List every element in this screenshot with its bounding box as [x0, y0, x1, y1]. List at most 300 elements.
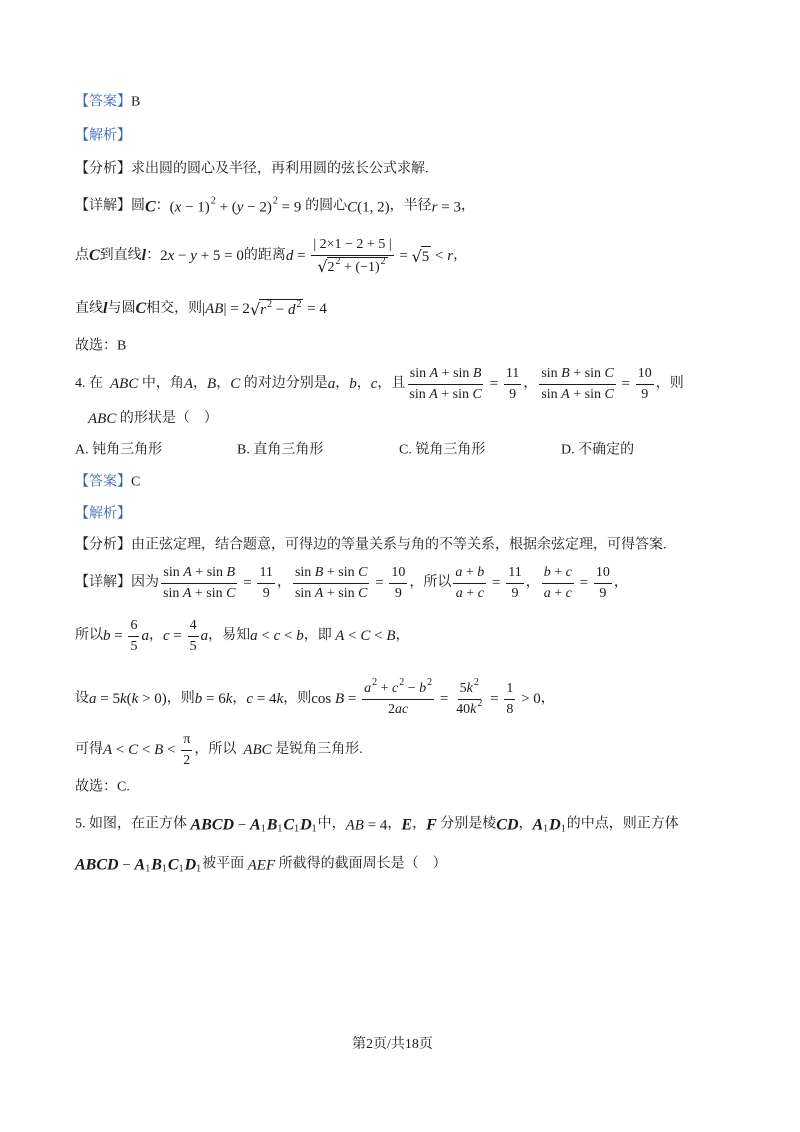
- math-text: = 4: [303, 301, 327, 317]
- math-text: sin: [541, 386, 562, 402]
- text-run: ，: [453, 247, 468, 263]
- math-text: 2: [388, 701, 396, 717]
- text-run: 被平面: [202, 856, 248, 872]
- question-4-stem-continued: [88, 410, 218, 428]
- math-text: = 4: [253, 691, 277, 707]
- math-variable: C: [358, 565, 368, 580]
- math-variable: a: [200, 628, 209, 644]
- math-variable: B: [154, 742, 164, 758]
- math-variable: C: [360, 628, 371, 644]
- math-variable: A: [561, 386, 570, 402]
- fraction: [453, 564, 486, 602]
- superscript: 2: [427, 677, 433, 688]
- fraction-numerator: [389, 564, 407, 584]
- math-text: 4: [189, 618, 197, 633]
- fraction-numerator: [293, 564, 369, 584]
- analysis-summary-q3: [75, 162, 429, 179]
- solution-conclusion-q4: [75, 731, 363, 769]
- math-text: =: [344, 691, 361, 707]
- math-text: sin: [409, 386, 430, 402]
- text-run: ，则: [655, 375, 684, 391]
- math-variable: B: [561, 366, 570, 381]
- math-variable: A: [335, 628, 345, 644]
- text-run: 所以: [75, 627, 103, 643]
- math-variable: b: [296, 628, 304, 644]
- math-text: 10: [637, 366, 652, 381]
- math-text: =: [436, 691, 453, 707]
- math-text: + sin: [323, 565, 359, 580]
- fraction: [504, 680, 515, 718]
- subscript: 1: [277, 823, 283, 835]
- math-variable: A: [314, 585, 324, 601]
- math-text: =: [293, 248, 310, 264]
- text-run: ，则: [283, 690, 312, 706]
- text-run: 是锐角三角形.: [271, 741, 363, 757]
- fraction: [128, 617, 139, 655]
- text-run: ，半径: [389, 198, 432, 214]
- math-variable: y: [190, 248, 197, 264]
- fraction-numerator: [594, 564, 612, 584]
- text-run: 到直线: [99, 247, 142, 263]
- math-text: =: [485, 376, 502, 392]
- text-run: ，所以: [194, 741, 244, 757]
- math-text: =: [371, 575, 388, 591]
- fraction-denominator: [393, 584, 404, 603]
- text-run: 故选：C.: [75, 779, 130, 795]
- answer-line-q3: [75, 95, 140, 112]
- bold-math-variable: D: [184, 856, 197, 874]
- math-text: +: [377, 681, 393, 696]
- math-variable: c: [565, 585, 572, 601]
- superscript: 2: [372, 677, 378, 688]
- fraction-numerator: [504, 365, 521, 385]
- text-run: 与圆: [107, 300, 136, 316]
- math-variable: k: [470, 701, 477, 717]
- math-variable: b: [477, 565, 485, 580]
- superscript: 2: [335, 255, 341, 267]
- math-variable: r: [447, 248, 454, 264]
- text-run: 直线: [75, 300, 103, 316]
- question-5-stem-continued: [75, 855, 447, 874]
- text-run: ，: [460, 198, 475, 214]
- math-text: | = 2: [223, 301, 250, 317]
- math-text: = 3: [437, 199, 461, 215]
- text-run: ，易知: [208, 627, 251, 643]
- math-variable: a: [141, 628, 149, 644]
- bold-math-variable: D: [549, 816, 561, 834]
- superscript: 2: [477, 697, 483, 709]
- text-run: 4. 在: [75, 375, 110, 391]
- math-variable: ABC: [110, 376, 139, 392]
- math-variable: c: [392, 681, 399, 696]
- superscript: 2: [380, 255, 386, 267]
- fraction: [257, 564, 274, 602]
- subscript: 1: [178, 863, 184, 875]
- math-variable: C: [128, 742, 139, 758]
- text-run: ，: [613, 574, 628, 590]
- math-text: −: [271, 302, 288, 318]
- math-text: −: [118, 857, 135, 873]
- square-root: [250, 299, 304, 319]
- text-run: 点: [75, 247, 89, 263]
- math-text: + sin: [191, 585, 227, 601]
- superscript: 2: [399, 677, 405, 688]
- math-text: 5: [130, 638, 138, 654]
- bold-math-variable: D: [300, 816, 312, 834]
- math-variable: c: [565, 565, 572, 580]
- math-text: sin: [541, 366, 562, 381]
- math-text: 9: [394, 585, 402, 601]
- math-text: 1: [506, 681, 514, 696]
- math-variable: a: [89, 691, 97, 707]
- math-variable: C: [472, 386, 482, 402]
- math-variable: B: [226, 565, 236, 580]
- text-run: 【分析】求出圆的圆心及半径，再利用圆的弦长公式求解.: [75, 161, 429, 177]
- math-text: sin: [409, 366, 430, 381]
- text-run: 中，: [317, 816, 346, 832]
- math-text: −: [404, 681, 420, 696]
- math-text: 5: [189, 638, 197, 654]
- bold-math-variable: C: [145, 198, 156, 216]
- math-text: sin: [163, 565, 184, 580]
- answer-option: A. 钝角三角形: [75, 442, 163, 458]
- text-run: ，: [193, 375, 208, 391]
- math-text: −: [174, 248, 191, 264]
- math-text: =: [169, 628, 186, 644]
- fraction: [389, 564, 407, 602]
- math-text: cos: [311, 691, 335, 707]
- subscript: 1: [161, 863, 167, 875]
- math-text: 9: [511, 585, 519, 601]
- math-variable: b: [103, 628, 111, 644]
- fraction-numerator: [408, 365, 484, 385]
- math-text: <: [280, 628, 297, 644]
- math-text: 2: [160, 248, 168, 264]
- math-text: 11: [508, 565, 522, 580]
- text-run: 故选：B: [75, 338, 127, 354]
- math-text: =: [239, 575, 256, 591]
- fraction-numerator: [188, 617, 199, 637]
- solution-sides-q4: [75, 617, 410, 655]
- text-run: 【详解】因为: [75, 574, 159, 590]
- fraction-numerator: [362, 677, 434, 700]
- math-variable: k: [119, 691, 127, 707]
- math-text: <: [138, 742, 155, 758]
- math-variable: r: [260, 302, 266, 318]
- math-text: + sin: [569, 366, 605, 381]
- fraction-denominator: [188, 637, 199, 656]
- fraction: [636, 365, 654, 403]
- text-run: 中，角: [138, 375, 184, 391]
- fraction-denominator: [542, 584, 574, 603]
- math-text: (: [126, 691, 132, 707]
- text-run: ，: [525, 574, 540, 590]
- math-text: + (: [215, 199, 237, 215]
- text-run: ，即: [303, 627, 336, 643]
- text-run: ，所以: [409, 574, 452, 590]
- fraction-numerator: [542, 564, 574, 584]
- math-variable: C: [347, 199, 358, 215]
- fraction-denominator: [504, 700, 515, 719]
- math-variable: c: [370, 376, 378, 392]
- math-variable: A: [103, 742, 113, 758]
- math-text: + sin: [569, 386, 605, 402]
- fraction-denominator: [639, 385, 650, 404]
- math-text: sin: [163, 585, 183, 601]
- fraction-numerator: [257, 564, 274, 584]
- subscript: 1: [145, 863, 151, 875]
- section-label: 【解析】: [75, 506, 131, 522]
- text-run: C: [131, 474, 141, 490]
- text-run: 相交，则: [146, 300, 203, 316]
- subscript: 1: [311, 823, 317, 835]
- fraction-numerator: [311, 236, 393, 256]
- fraction-numerator: [161, 564, 237, 584]
- math-text: + sin: [323, 585, 359, 601]
- text-run: ，则: [166, 690, 195, 706]
- square-root: [412, 246, 432, 266]
- math-variable: c: [273, 628, 281, 644]
- subscript: 1: [196, 863, 202, 875]
- final-choice-q3: [75, 339, 126, 356]
- math-text: sin: [294, 585, 315, 601]
- answer-option: C. 锐角三角形: [399, 442, 486, 458]
- fraction-denominator: [181, 751, 192, 770]
- bold-math-variable: C: [89, 247, 100, 265]
- math-text: > 0): [138, 691, 167, 707]
- math-text: +: [462, 565, 478, 580]
- math-text: 5: [459, 681, 467, 696]
- text-run: 设: [75, 690, 89, 706]
- text-run: ，: [412, 816, 427, 832]
- superscript: 2: [473, 677, 479, 688]
- bold-math-variable: B: [151, 856, 162, 874]
- bold-math-variable: A: [250, 816, 261, 834]
- math-text: π: [183, 732, 191, 747]
- fraction: [188, 617, 199, 655]
- math-text: + sin: [437, 386, 473, 402]
- math-text: <: [112, 742, 129, 758]
- math-variable: C: [604, 366, 614, 381]
- fraction-numerator: [506, 564, 523, 584]
- text-run: 所截得的截面周长是（ ）: [275, 856, 447, 872]
- math-variable: b: [419, 681, 427, 696]
- math-text: 11: [259, 565, 273, 580]
- math-variable: c: [162, 628, 170, 644]
- analysis-summary-q4: [75, 538, 667, 555]
- math-variable: ABC: [88, 411, 117, 427]
- math-variable: C: [226, 585, 236, 601]
- fraction-denominator: [407, 385, 483, 404]
- math-text: > 0: [517, 691, 541, 707]
- math-variable: b: [543, 565, 551, 580]
- math-text: − 2): [243, 199, 272, 215]
- text-run: ，: [387, 816, 402, 832]
- subscript: 1: [560, 823, 566, 835]
- math-variable: x: [174, 199, 182, 215]
- fraction: [293, 564, 369, 602]
- math-text: +: [462, 585, 478, 601]
- math-text: −: [234, 817, 251, 833]
- text-run: ，: [395, 627, 410, 643]
- fraction-denominator: [454, 584, 486, 603]
- math-text: − 1): [181, 199, 210, 215]
- square-root: [317, 257, 387, 277]
- bold-math-variable: A: [134, 856, 146, 874]
- text-run: ，: [216, 375, 231, 391]
- section-label: 【解析】: [75, 128, 131, 144]
- radicand: [421, 246, 432, 266]
- fraction-denominator: [454, 697, 484, 719]
- math-text: =: [395, 248, 412, 264]
- radicand: [259, 299, 303, 319]
- math-text: 2: [183, 752, 191, 768]
- text-run: ，: [335, 375, 350, 391]
- answer-option: D. 不确定的: [561, 442, 635, 458]
- final-choice-q4: [75, 780, 130, 797]
- math-text: 9: [641, 386, 649, 402]
- math-text: + sin: [191, 565, 227, 580]
- bold-math-variable: F: [426, 816, 437, 834]
- math-variable: ABC: [243, 742, 272, 758]
- math-variable: c: [477, 585, 484, 601]
- fraction-denominator: [128, 637, 139, 656]
- solution-chord-q3: [75, 299, 327, 319]
- fraction-numerator: [504, 680, 515, 700]
- text-run: 的距离: [243, 247, 286, 263]
- fraction-denominator: [539, 385, 615, 404]
- fraction: [362, 677, 434, 718]
- fraction-denominator: [315, 256, 389, 277]
- fraction: [506, 564, 523, 602]
- math-text: 10: [595, 565, 610, 580]
- solution-distance-q3: [75, 236, 467, 276]
- text-run: 的圆心: [305, 198, 348, 214]
- superscript: 2: [296, 298, 302, 310]
- math-text: = 5: [96, 691, 120, 707]
- math-variable: B: [207, 376, 217, 392]
- fraction: [539, 365, 615, 403]
- fraction-denominator: [386, 700, 410, 719]
- text-run: 的形状是（ ）: [116, 410, 218, 426]
- bold-math-variable: ABCD: [190, 816, 235, 834]
- math-variable: C: [604, 386, 614, 402]
- superscript: 2: [272, 195, 278, 207]
- fraction: [161, 564, 237, 602]
- math-text: <: [344, 628, 361, 644]
- text-run: ，: [356, 375, 371, 391]
- bold-math-variable: A: [532, 816, 544, 834]
- math-text: 11: [505, 366, 520, 381]
- bold-math-variable: C: [167, 856, 179, 874]
- text-run: ，: [232, 690, 247, 706]
- fraction-denominator: [293, 584, 369, 603]
- math-text: <: [431, 248, 448, 264]
- math-text: 8: [506, 701, 514, 717]
- fraction-numerator: [128, 617, 139, 637]
- math-variable: ac: [395, 701, 409, 717]
- radical-sign: √: [249, 300, 261, 320]
- math-text: <: [370, 628, 387, 644]
- math-variable: C: [358, 585, 368, 601]
- question-4-options: [75, 443, 723, 460]
- math-variable: b: [194, 691, 203, 707]
- fraction-denominator: [161, 584, 237, 603]
- math-variable: AB: [345, 817, 364, 833]
- math-variable: a: [543, 585, 551, 601]
- math-text: = 6: [202, 691, 226, 707]
- math-variable: B: [472, 366, 482, 381]
- math-text: =: [486, 691, 503, 707]
- bold-math-variable: l: [103, 300, 108, 318]
- text-run: 的中点，则正方体: [566, 816, 679, 832]
- text-run: 的对边分别是: [240, 375, 328, 391]
- math-text: =: [575, 575, 592, 591]
- radicand: [327, 257, 388, 277]
- math-variable: A: [429, 386, 438, 402]
- bold-math-variable: E: [401, 816, 413, 834]
- math-text: |: [202, 301, 206, 317]
- fraction: [407, 365, 483, 403]
- math-text: <: [163, 742, 180, 758]
- bold-math-variable: l: [141, 247, 147, 265]
- superscript: 2: [210, 195, 216, 207]
- math-variable: k: [225, 691, 233, 707]
- math-text: sin: [294, 565, 315, 580]
- math-variable: A: [182, 585, 192, 601]
- text-run: ，: [518, 816, 533, 832]
- math-variable: B: [334, 691, 345, 707]
- math-text: (1, 2): [357, 199, 390, 215]
- math-text: (: [169, 199, 175, 215]
- fraction: [542, 564, 574, 602]
- fraction-numerator: [636, 365, 654, 385]
- fraction: [594, 564, 612, 602]
- math-text: + (−1): [340, 259, 380, 275]
- math-text: +: [550, 565, 566, 580]
- math-variable: A: [183, 376, 194, 392]
- fraction-denominator: [507, 385, 518, 404]
- superscript: 2: [266, 298, 272, 310]
- fraction: [454, 677, 484, 718]
- text-run: ：: [146, 247, 161, 263]
- math-text: <: [257, 628, 274, 644]
- math-variable: A: [429, 366, 439, 381]
- math-text: 5: [421, 249, 430, 265]
- text-run: ，: [276, 574, 291, 590]
- math-variable: r: [431, 199, 438, 215]
- section-label: 【答案】: [75, 94, 131, 110]
- math-text: + 5 = 0: [196, 248, 244, 264]
- math-text: =: [617, 376, 634, 392]
- math-variable: k: [276, 691, 284, 707]
- fraction-denominator: [597, 584, 608, 603]
- math-variable: a: [250, 628, 258, 644]
- text-run: B: [131, 94, 141, 110]
- bold-math-variable: CD: [496, 816, 519, 834]
- solution-detail-q3: [75, 197, 475, 216]
- math-variable: AEF: [247, 857, 276, 873]
- analysis-heading-q3: [75, 129, 131, 146]
- fraction: [181, 731, 192, 769]
- math-variable: d: [287, 302, 296, 318]
- fraction-numerator: [453, 564, 486, 584]
- math-text: + sin: [438, 366, 473, 381]
- solution-detail-q4: [75, 564, 628, 602]
- fraction: [504, 365, 521, 403]
- math-text: 9: [262, 585, 270, 601]
- math-variable: A: [183, 565, 192, 580]
